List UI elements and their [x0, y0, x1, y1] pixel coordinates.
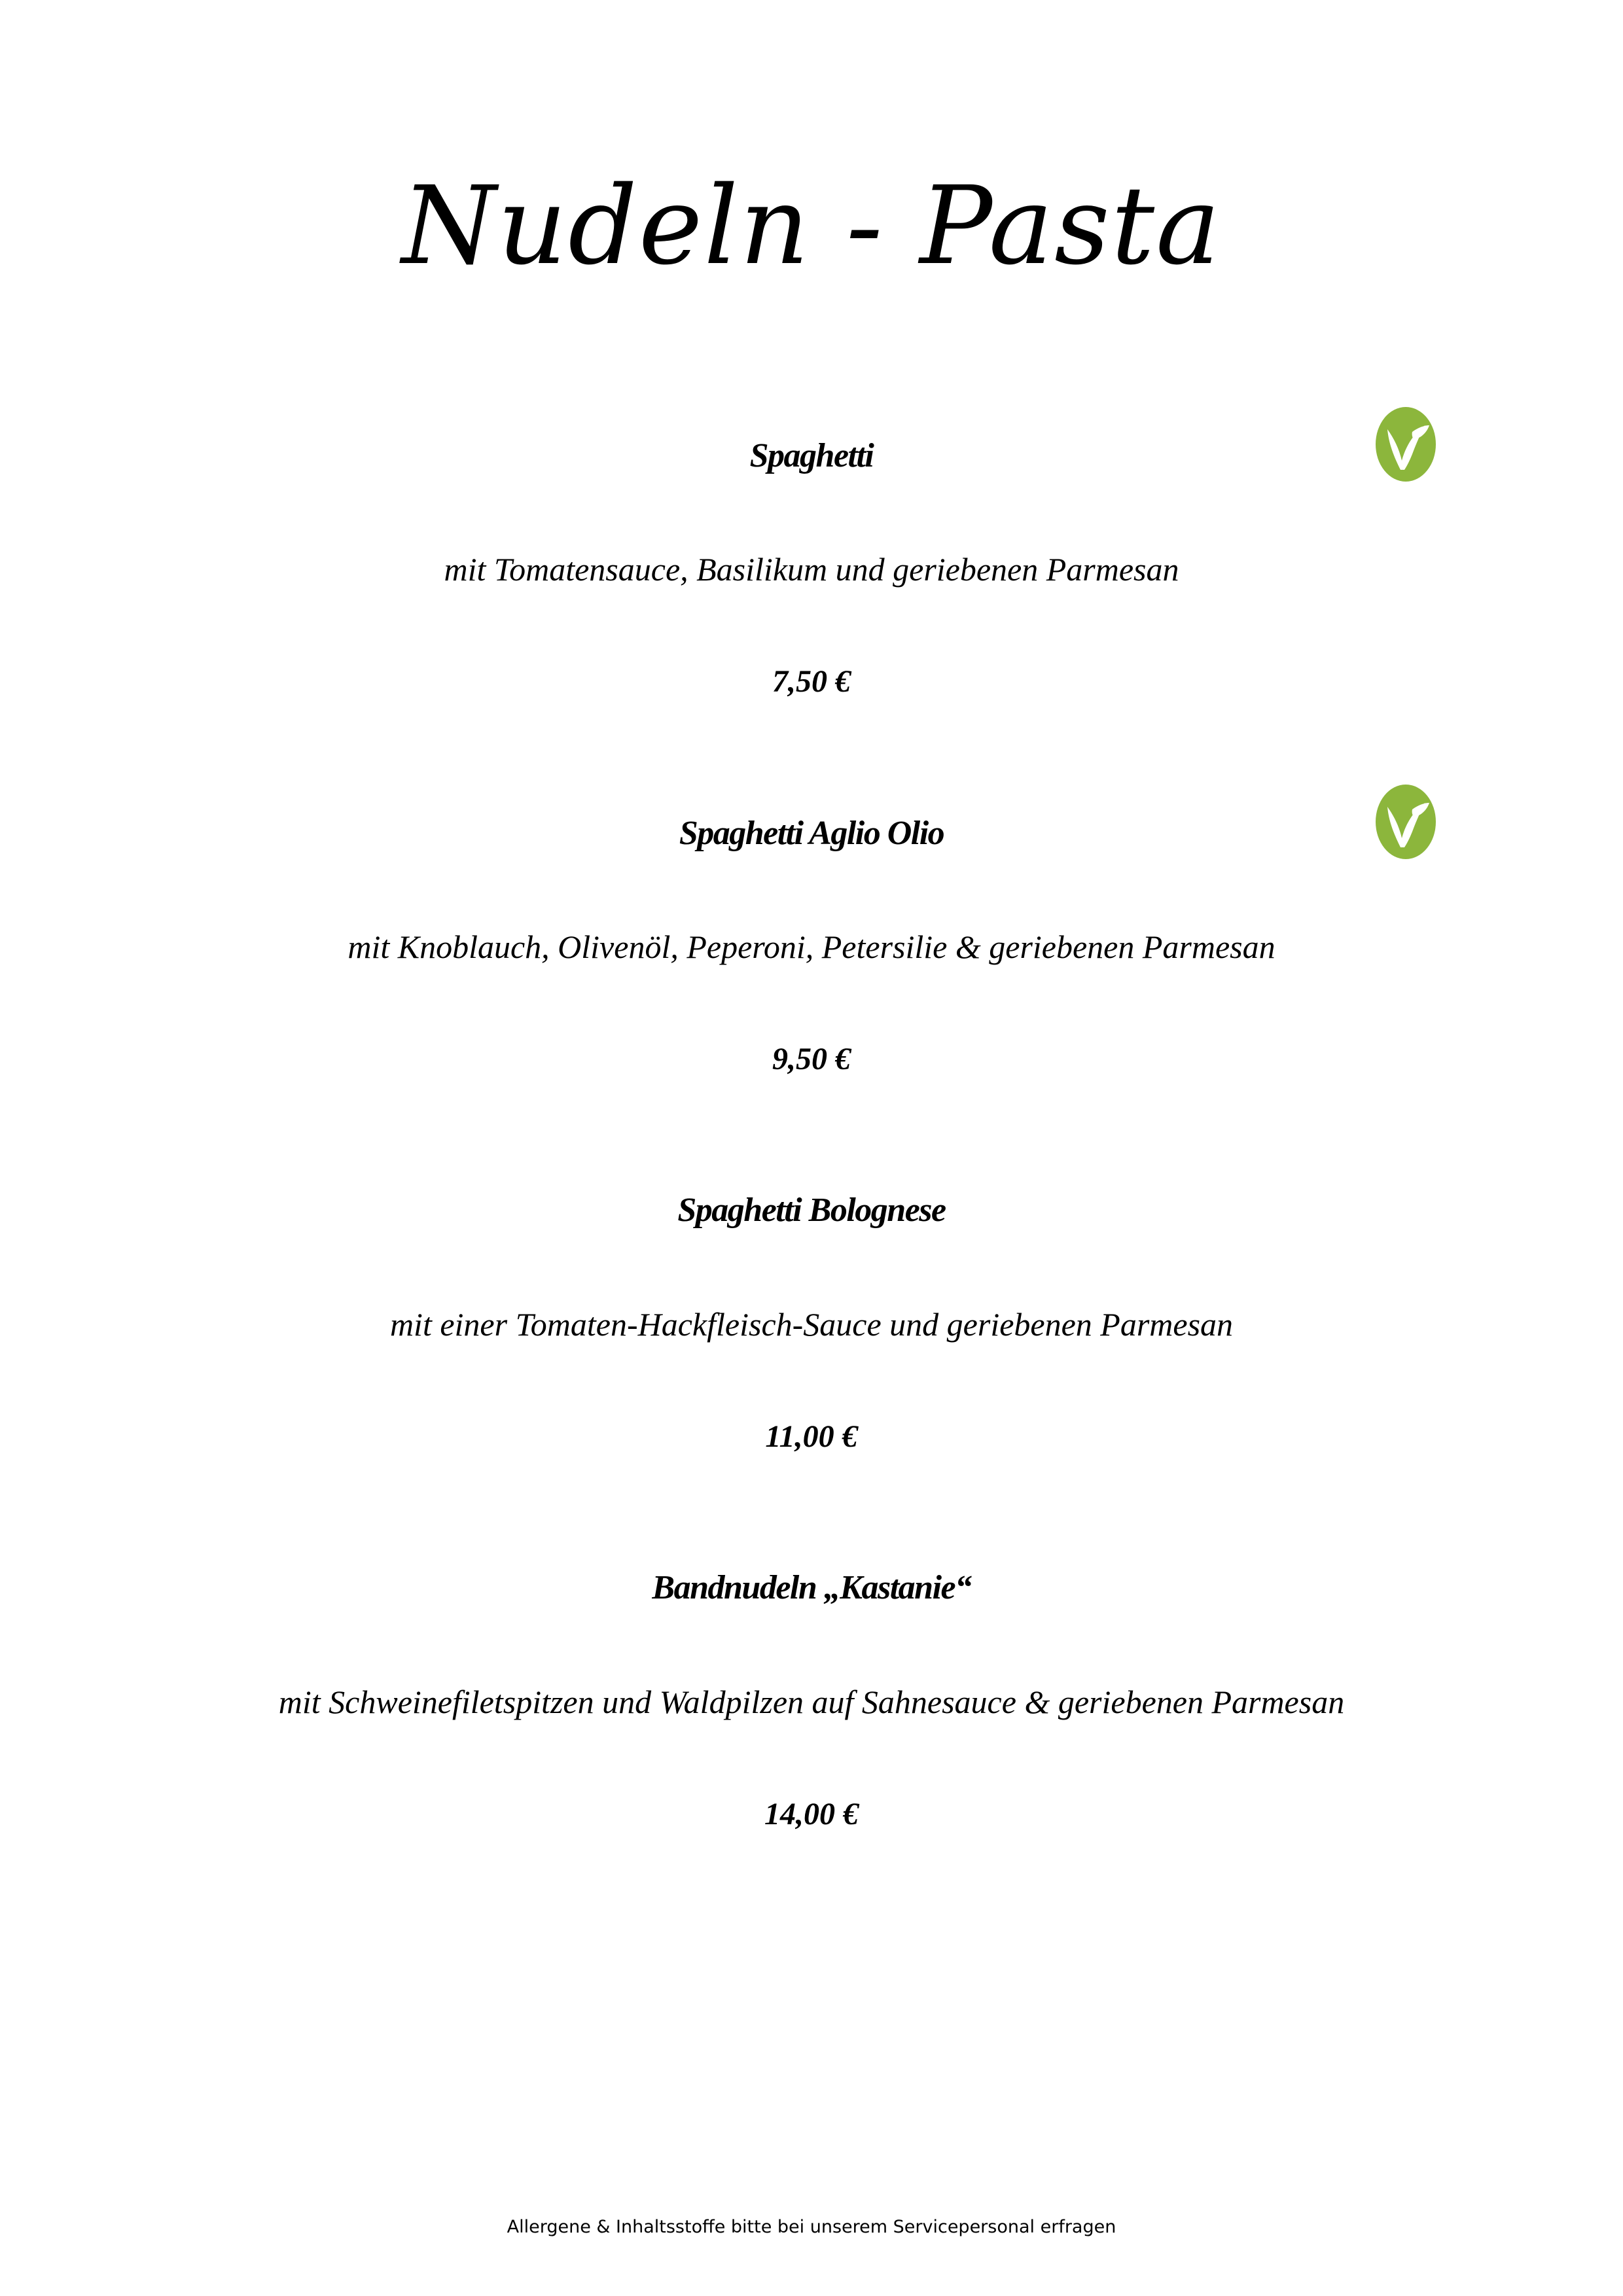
menu-item-description: mit einer Tomaten-Hackfleisch-Sauce und geriebenen Parmesan [389, 1306, 1234, 1343]
menu-item-description: mit Tomatensauce, Basilikum und geriebenen Parmesan [444, 551, 1179, 588]
vegetarian-leaf-icon [1374, 783, 1437, 860]
menu-item-name: Bandnudeln „Kastanie“ [652, 1569, 971, 1606]
menu-item-price: 7,50 € [772, 664, 851, 699]
menu-item-description: mit Schweinefiletspitzen und Waldpilzen auf Sahnesauce & geriebenen Parmesan [278, 1684, 1345, 1720]
page-title: Nudeln - Pasta [401, 163, 1222, 289]
allergen-footer-note: Allergene & Inhaltsstoffe bitte bei unserem Servicepersonal erfragen [507, 2217, 1116, 2237]
menu-item-price: 9,50 € [772, 1042, 851, 1076]
vegetarian-leaf-icon [1374, 406, 1437, 483]
menu-item-price: 11,00 € [765, 1419, 858, 1454]
menu-item-price: 14,00 € [764, 1797, 859, 1831]
menu-item-description: mit Knoblauch, Olivenöl, Peperoni, Petersilie & geriebenen Parmesan [348, 928, 1275, 965]
menu-item-name: Spaghetti [749, 437, 874, 474]
menu-item-name: Spaghetti Bolognese [677, 1192, 946, 1229]
menu-item-name: Spaghetti Aglio Olio [679, 815, 944, 852]
